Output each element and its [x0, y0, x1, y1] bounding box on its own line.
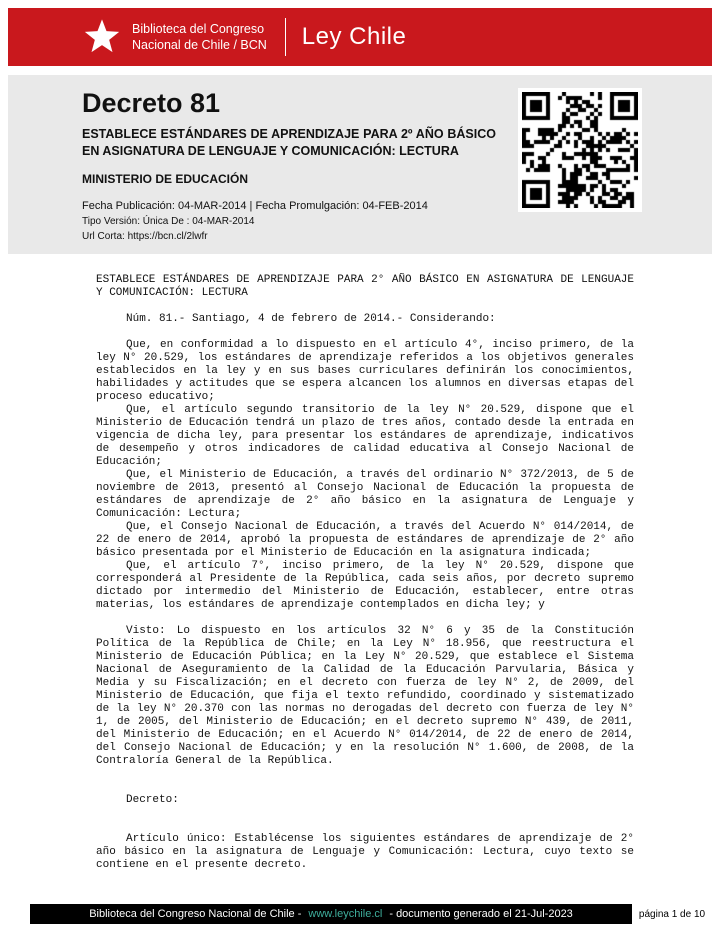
banner-divider — [285, 18, 286, 56]
leychile-link[interactable]: www.leychile.cl — [308, 908, 383, 920]
decree-number-title: Decreto 81 — [82, 88, 221, 118]
bcn-star-icon — [82, 17, 122, 57]
short-url-line — [82, 231, 496, 242]
footer-text-left: Biblioteca del Congreso Nacional de Chile - — [89, 908, 302, 920]
bcn-logo-text — [132, 21, 267, 54]
body-paragraph-considerando-2: Que, el artículo segundo transitorio de la ley N° 20.529, dispone que el Ministerio de Educación tendrá un plazo de tres años, contado desde la entrada en vigencia de dicha ley, para presentar los estándares de aprendizaje, indicativos de desempeño y otros indicadores de calidad educativa al Consejo Nacional de Educación; — [96, 403, 634, 468]
body-paragraph-considerando-5: Que, el artículo 7°, inciso primero, de la ley N° 20.529, dispone que corresponderá al Presidente de la República, cada seis años, por decreto supremo dictado por intermedio del Ministerio de Educación, establecer, entre otras materias, los estándares de aprendizaje contemplados en dicha ley; y — [96, 559, 634, 611]
decree-body — [8, 254, 712, 872]
page-number: página 1 de 10 — [638, 908, 706, 920]
bcn-logo[interactable] — [82, 17, 267, 57]
ley-chile-wordmark: Ley Chile — [301, 23, 407, 50]
body-heading: ESTABLECE ESTÁNDARES DE APRENDIZAJE PARA 2° AÑO BÁSICO EN ASIGNATURA DE LENGUAJE Y COMUNICACIÓN: LECTURA — [96, 273, 634, 299]
body-paragraph-considerando-3: Que, el Ministerio de Educación, a través del ordinario N° 372/2013, de 5 de noviembre de 2013, presentó al Consejo Nacional de Educación la propuesta de estándares de aprendizaje de 2° año básico en la asignatura de Lenguaje y Comunicación: Lectura; — [96, 468, 634, 520]
decree-meta — [82, 88, 496, 242]
footer-text-right: - documento generado el 21-Jul-2023 — [389, 908, 573, 920]
short-url-label: Url Corta: — [82, 230, 125, 242]
decree-header-panel — [8, 75, 712, 254]
footer-bar — [30, 904, 632, 924]
bcn-logo-line1: Biblioteca del Congreso — [132, 21, 265, 36]
body-paragraph-considerando-4: Que, el Consejo Nacional de Educación, a través del Acuerdo N° 014/2014, de 22 de enero de 2014, aprobó la propuesta de estándares de aprendizaje de 2° año básico presentada por el Ministerio de Educación en la asignatura indicada; — [96, 520, 634, 559]
bcn-logo-line2: Nacional de Chile / BCN — [132, 38, 267, 52]
ministry-name: MINISTERIO DE EDUCACIÓN — [82, 171, 249, 186]
version-info: Tipo Versión: Única De : 04-MAR-2014 — [82, 215, 255, 227]
body-paragraph-decreto: Decreto: — [126, 793, 179, 806]
header-banner — [8, 8, 712, 66]
body-paragraph-articulo-unico: Artículo único: Establécense los siguientes estándares de aprendizaje de 2° año básico en la asignatura de Lenguaje y Comunicación: Lectura, cuyo texto se contiene en el presente decreto. — [96, 832, 634, 871]
body-paragraph-considerando-1: Que, en conformidad a lo dispuesto en el artículo 4°, inciso primero, de la ley N° 20.529, los estándares de aprendizaje referidos a los objetivos generales establecidos en la ley y en sus bases curriculares definirán los conocimientos, habilidades y actitudes que se espera alcancen los alumnos en diversas etapas del proceso educativo; — [96, 338, 634, 403]
qr-code — [518, 88, 642, 212]
body-paragraph-visto: Visto: Lo dispuesto en los artículos 32 N° 6 y 35 de la Constitución Política de la República de Chile; en la Ley N° 18.956, que reestructura el Ministerio de Educación Pública; en la Ley N° 20.529, que establece el Sistema Nacional de Aseguramiento de la Calidad de la Educación Parvularia, Básica y Media y su Fiscalización; en el decreto con fuerza de ley N° 2, de 2009, del Ministerio de Educación, que fija el texto refundido, coordinado y sistematizado de la ley N° 20.370 con las normas no derogadas del decreto con fuerza de ley N° 1, de 2005, del Ministerio de Educación; en el decreto supremo N° 439, de 2011, del Ministerio de Educación; en el Acuerdo N° 014/2014, de 22 de enero de 2014, del Consejo Nacional de Educación; y en la resolución N° 1.600, de 2008, de la Contraloría General de la República. — [96, 624, 634, 767]
page-footer — [8, 903, 712, 925]
short-url-link[interactable]: https://bcn.cl/2lwfr — [127, 230, 208, 242]
publication-dates: Fecha Publicación: 04-MAR-2014 | Fecha Promulgación: 04-FEB-2014 — [82, 199, 428, 212]
decree-subject: ESTABLECE ESTÁNDARES DE APRENDIZAJE PARA 2º AÑO BÁSICO EN ASIGNATURA DE LENGUAJE Y COMUNICACIÓN: LECTURA — [82, 127, 496, 159]
body-paragraph-num: Núm. 81.- Santiago, 4 de febrero de 2014.- Considerando: — [126, 312, 496, 325]
